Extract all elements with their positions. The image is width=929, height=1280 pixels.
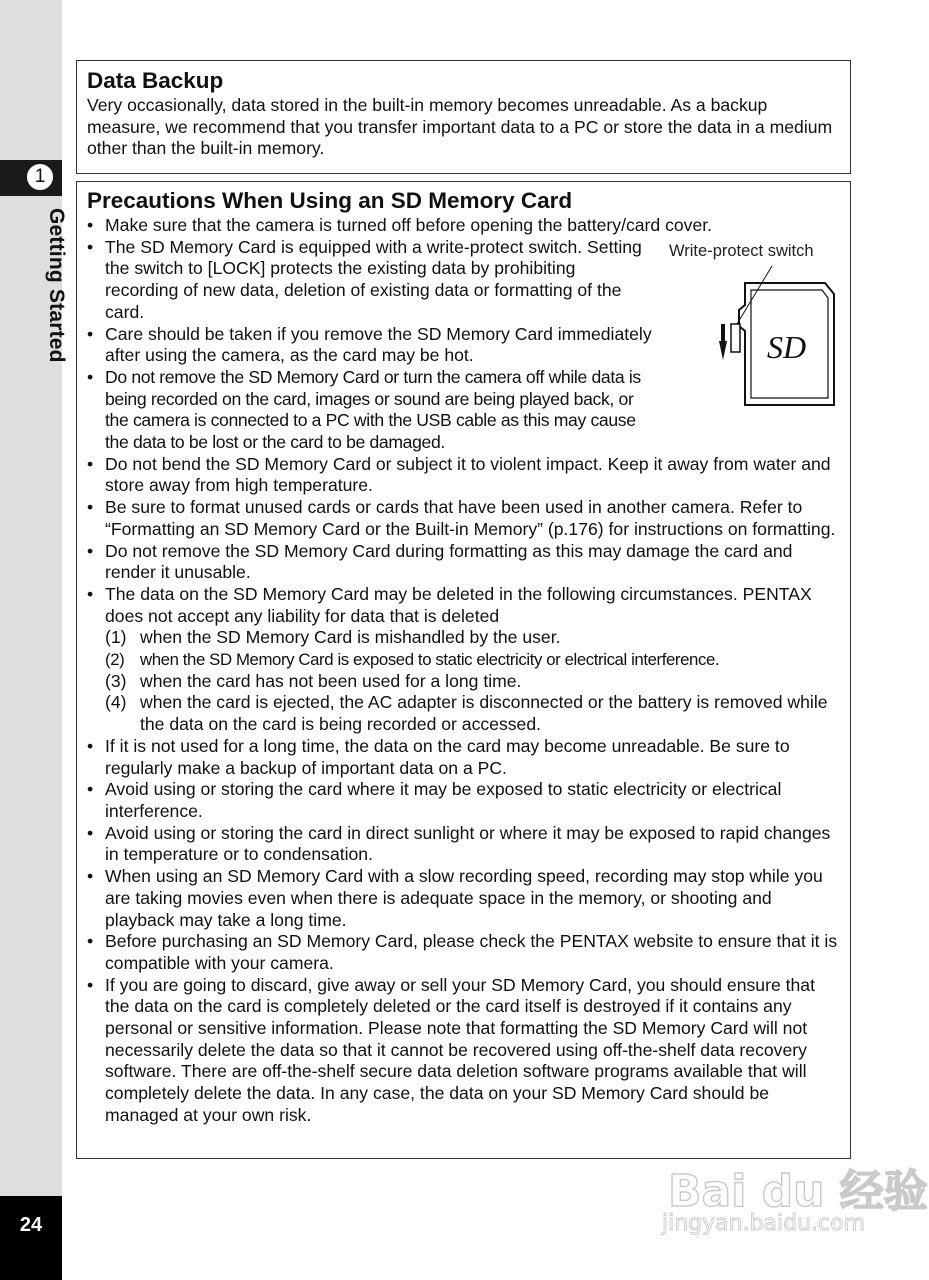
sub-list-number: (4) bbox=[105, 692, 127, 713]
data-backup-text: Very occasionally, data stored in the built-in memory becomes unreadable. As a backup measure, we recommend that you transfer important data to a PC or store the data in a medium other than the built-in memory. bbox=[87, 95, 833, 159]
sub-list-number: (1) bbox=[105, 627, 127, 648]
list-item-text: The data on the SD Memory Card may be deleted in the following circumstances. PENTAX does not accept any liability for data that is deleted bbox=[105, 583, 812, 626]
sub-list-item bbox=[105, 692, 840, 735]
list-item: • Avoid using or storing the card in direct sunlight or where it may be exposed to rapid changes in temperature or to condensation. bbox=[87, 823, 840, 866]
list-item: • Do not remove the SD Memory Card during formatting as this may damage the card and render it unusable. bbox=[87, 541, 840, 584]
sub-list-item bbox=[105, 627, 840, 649]
sd-logo: SD bbox=[767, 329, 807, 365]
list-item: • Be sure to format unused cards or cards that have been used in another camera. Refer to “Formatting an SD Memory Card or the Built-in Memory” (p.176) for instructions on formatting. bbox=[87, 497, 840, 540]
list-item: • Do not bend the SD Memory Card or subject it to violent impact. Keep it away from water and store away from high temperature. bbox=[87, 454, 840, 497]
list-item: • When using an SD Memory Card with a slow recording speed, recording may stop while you are taking movies even when there is adequate space in the memory, or shooting and playback may take a long time. bbox=[87, 866, 840, 931]
chapter-title: Getting Started bbox=[45, 208, 68, 363]
sub-list-text: when the card is ejected, the AC adapter is disconnected or the battery is removed while the data on the card is being recorded or accessed. bbox=[140, 692, 828, 735]
precautions-title: Precautions When Using an SD Memory Card bbox=[87, 188, 573, 213]
write-protect-label: Write-protect switch bbox=[669, 242, 814, 260]
list-item: • Do not remove the SD Memory Card or turn the camera off while data is being recorded on the card, images or sound are being played back, or the camera is connected to a PC with the USB cable as this may cause the data to be lost or the card to be damaged. bbox=[87, 367, 840, 454]
sub-list-text: when the SD Memory Card is exposed to static electricity or electrical interference. bbox=[140, 650, 720, 670]
list-item: • Care should be taken if you remove the SD Memory Card immediately after using the camera, as the card may be hot. bbox=[87, 324, 653, 367]
list-item: • Make sure that the camera is turned off before opening the battery/card cover. bbox=[87, 215, 840, 237]
precautions-box bbox=[76, 181, 851, 1159]
list-item bbox=[87, 584, 840, 736]
sub-list-number: (2) bbox=[105, 650, 125, 670]
page-number-box bbox=[0, 1196, 62, 1280]
data-backup-title: Data Backup bbox=[87, 68, 224, 93]
data-backup-box bbox=[76, 60, 851, 174]
sub-list-text: when the card has not been used for a long time. bbox=[140, 670, 522, 691]
page-number: 24 bbox=[19, 1214, 43, 1236]
chapter-number: 1 bbox=[25, 162, 55, 192]
write-protect-switch bbox=[731, 324, 740, 352]
list-item: • If it is not used for a long time, the data on the card may become unreadable. Be sure to regularly make a backup of important data on a PC. bbox=[87, 736, 840, 779]
watermark-logo: Bai du 经验 bbox=[668, 1166, 928, 1217]
sub-list-item bbox=[105, 649, 840, 671]
baidu-watermark bbox=[660, 1155, 928, 1245]
sub-list-item bbox=[105, 671, 840, 693]
list-item: • Avoid using or storing the card where it may be exposed to static electricity or electrical interference. bbox=[87, 779, 840, 822]
list-item: • Before purchasing an SD Memory Card, please check the PENTAX website to ensure that it is compatible with your camera. bbox=[87, 931, 840, 974]
sub-list-text: when the SD Memory Card is mishandled by the user. bbox=[140, 627, 561, 648]
sub-list-number: (3) bbox=[105, 670, 127, 691]
deletion-cases-list bbox=[105, 627, 840, 736]
lock-arrow-icon bbox=[719, 341, 727, 360]
list-item: • If you are going to discard, give away or sell your SD Memory Card, you should ensure that the data on the card is completely deleted or the card itself is destroyed if it contains any personal or sensitive information. Please note that formatting the SD Memory Card will not necessarily delete the data so that it cannot be recovered using off-the-shelf data recovery software. There are off-the-shelf secure data deletion software programs available that will completely delete the data. In any case, the data on your SD Memory Card should be managed at your own risk. bbox=[87, 975, 840, 1127]
watermark-url: jingyan.baidu.com bbox=[662, 1211, 866, 1236]
list-item: • The SD Memory Card is equipped with a write-protect switch. Setting the switch to [LOCK] protects the existing data by prohibiting recording of new data, deletion of existing data or formatting of the card. bbox=[87, 237, 653, 324]
